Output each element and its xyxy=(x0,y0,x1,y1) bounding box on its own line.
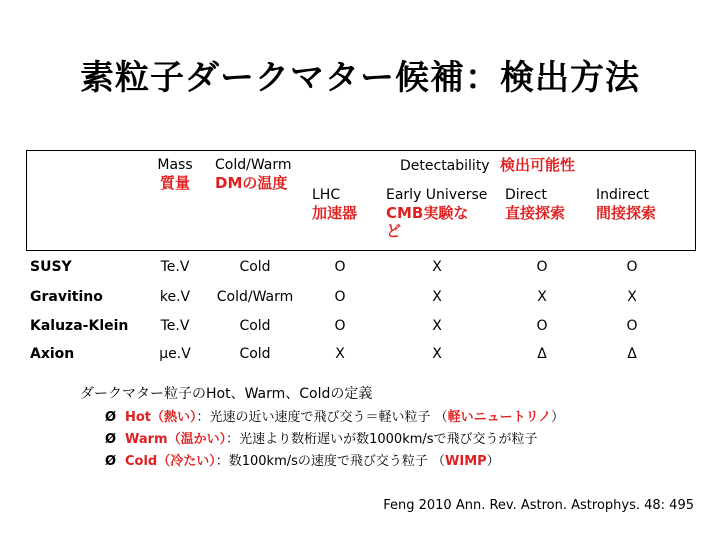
definition-tail: ） xyxy=(486,454,500,469)
row-early-universe: X xyxy=(432,259,442,275)
arrow-bullet-icon: Ø xyxy=(105,410,117,425)
row-name: Axion xyxy=(30,346,75,362)
header-direct-en: Direct xyxy=(505,187,547,203)
row-coldwarm: Cold/Warm xyxy=(216,289,294,305)
row-lhc: O xyxy=(334,259,346,275)
row-early-universe: X xyxy=(432,346,442,362)
header-early-universe xyxy=(386,186,496,240)
row-mass: Te.V xyxy=(160,318,190,334)
header-indirect-en: Indirect xyxy=(596,187,650,203)
header-lhc xyxy=(312,186,357,222)
header-indirect-jp: 間接探索 xyxy=(596,204,657,222)
definition-text: ：光速より数桁遅いが数1000km/sで飛び交うが粒子 xyxy=(226,432,538,447)
row-direct: Δ xyxy=(537,346,547,362)
row-early-universe: X xyxy=(432,289,442,305)
row-indirect: O xyxy=(626,318,638,334)
row-direct: O xyxy=(536,318,548,334)
header-coldwarm xyxy=(215,156,292,192)
row-mass: μe.V xyxy=(159,346,191,362)
row-mass: ke.V xyxy=(159,289,191,305)
row-indirect: Δ xyxy=(627,346,637,362)
definition-text: ：光速の近い速度で飛び交う＝軽い粒子 （ xyxy=(196,410,448,425)
definition-emphasis: 軽いニュートリノ xyxy=(447,410,552,425)
arrow-bullet-icon: Ø xyxy=(105,454,117,469)
header-direct xyxy=(505,186,565,222)
header-mass-jp: 質量 xyxy=(159,174,190,192)
definition-heading: ダークマター粒子のHot、Warm、Coldの定義 xyxy=(80,386,373,402)
header-mass-en: Mass xyxy=(157,157,193,173)
row-coldwarm: Cold xyxy=(239,259,271,275)
definition-text: ：数100km/sの速度で飛び交う粒子 （ xyxy=(215,454,446,469)
row-name: Gravitino xyxy=(30,289,103,305)
header-lhc-jp: 加速器 xyxy=(312,204,358,222)
definition-term: Hot（熱い） xyxy=(125,410,197,425)
row-direct: O xyxy=(536,259,548,275)
definition-item-warm xyxy=(105,428,538,447)
header-early-universe-jp: CMB実験など xyxy=(386,204,469,240)
row-direct: X xyxy=(537,289,547,305)
row-name: Kaluza-Klein xyxy=(30,318,129,334)
header-mass xyxy=(150,156,200,192)
table-border-top xyxy=(26,150,696,151)
slide-title: 素粒子ダークマター候補：検出方法 xyxy=(80,58,640,98)
row-early-universe: X xyxy=(432,318,442,334)
reference-citation: Feng 2010 Ann. Rev. Astron. Astrophys. 48: 495 xyxy=(383,498,694,513)
header-detectability-en: Detectability xyxy=(400,158,490,174)
table-border-right xyxy=(695,150,696,250)
definition-term: Warm（温かい） xyxy=(125,432,227,447)
definition-term: Cold（冷たい） xyxy=(125,454,216,469)
header-indirect xyxy=(596,186,656,222)
definition-emphasis: WIMP xyxy=(445,454,487,469)
row-lhc: O xyxy=(334,289,346,305)
row-coldwarm: Cold xyxy=(239,346,271,362)
header-coldwarm-en: Cold/Warm xyxy=(215,157,292,173)
definition-tail: ） xyxy=(551,410,565,425)
table-border-left xyxy=(26,150,27,250)
header-lhc-en: LHC xyxy=(312,187,341,203)
header-detectability-jp: 検出可能性 xyxy=(500,156,576,174)
header-coldwarm-jp: DMの温度 xyxy=(215,174,288,192)
header-detectability xyxy=(400,156,575,175)
table-header-divider xyxy=(26,250,696,251)
definition-item-hot xyxy=(105,406,564,425)
row-name: SUSY xyxy=(30,259,72,275)
row-mass: Te.V xyxy=(160,259,190,275)
header-early-universe-en: Early Universe xyxy=(386,187,488,203)
row-coldwarm: Cold xyxy=(239,318,271,334)
row-indirect: O xyxy=(626,259,638,275)
arrow-bullet-icon: Ø xyxy=(105,432,117,447)
row-lhc: X xyxy=(335,346,345,362)
row-lhc: O xyxy=(334,318,346,334)
header-direct-jp: 直接探索 xyxy=(505,204,566,222)
definition-item-cold xyxy=(105,450,500,469)
row-indirect: X xyxy=(627,289,637,305)
